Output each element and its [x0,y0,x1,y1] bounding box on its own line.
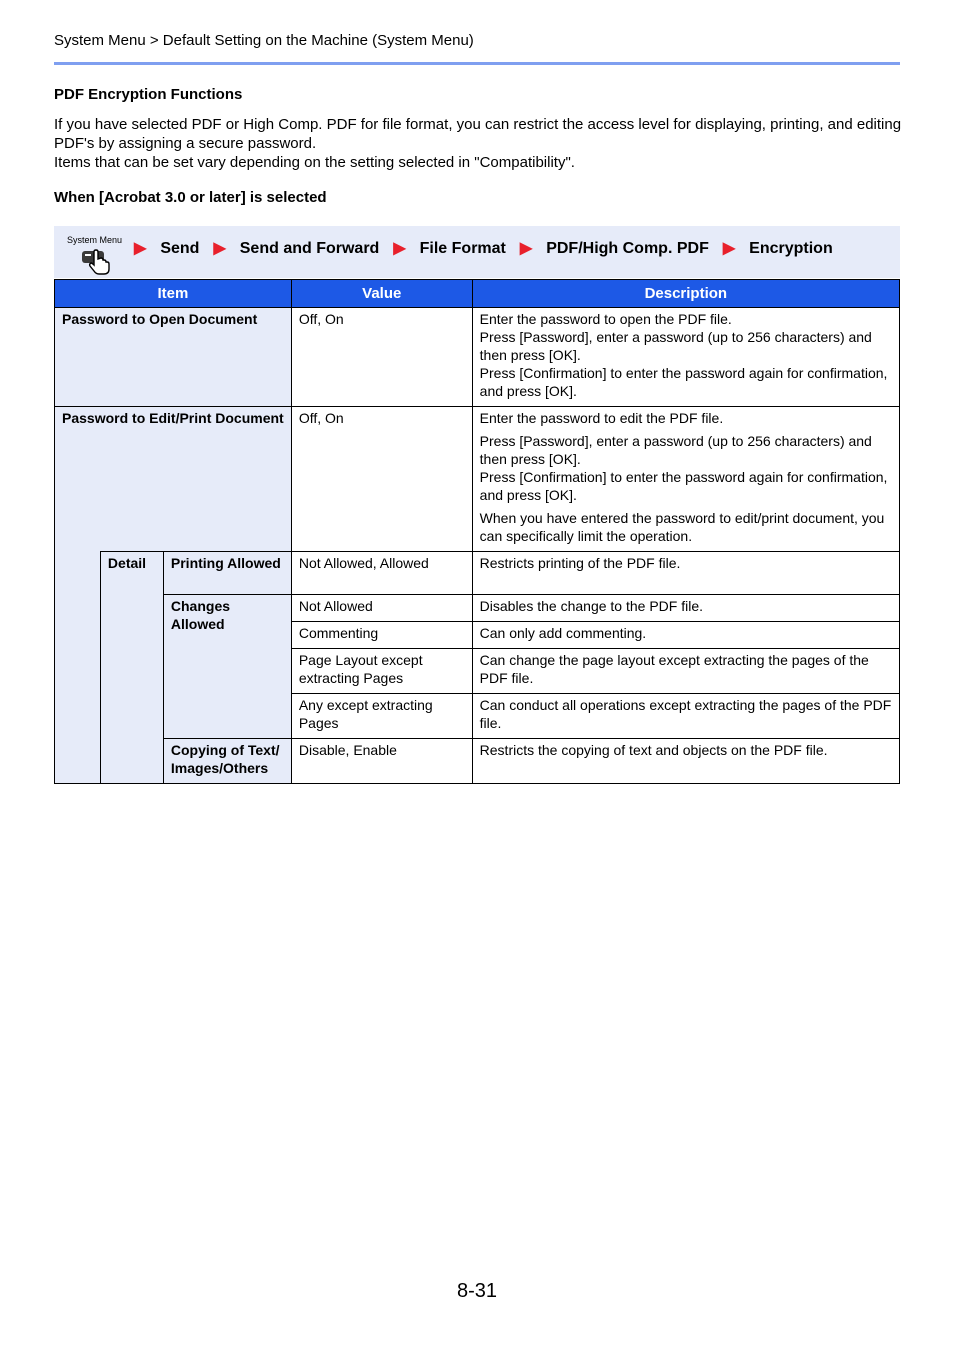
description-line: Press [Password], enter a password (up to 256 characters) and then press [OK]. [479,433,872,467]
sub-item-printing-allowed: Printing Allowed [163,552,291,595]
red-triangle-arrow-icon: ▶ [134,240,147,257]
item-password-edit-print: Password to Edit/Print Document [55,407,292,552]
intro-paragraph-2: Items that can be set vary depending on the setting selected in "Compatibility". [54,154,575,171]
nav-step-encryption [709,240,833,258]
sub-item-changes-allowed: Changes Allowed [163,595,291,739]
table-row [55,552,900,595]
nav-step-label: File Format [419,240,506,257]
intro-paragraph-1: If you have selected PDF or High Comp. PDF for file format, you can restrict the access level for displaying, printing, and editing PDF's by assigning a secure password. [54,116,902,152]
column-header-value: Value [291,280,472,308]
menu-path-bar [54,226,900,278]
description-line: Press [Password], enter a password (up to 256 characters) and then press [OK]. [479,329,872,363]
description-line: When you have entered the password to edit/print document, you can specifically limit the operation. [479,510,885,544]
settings-table [54,279,900,784]
nav-step-send-and-forward [199,240,379,258]
table-row [55,308,900,407]
nav-step-pdf-high-comp [506,240,709,258]
description-cell [472,308,899,407]
table-row [55,407,900,552]
description-line: Enter the password to edit the PDF file. [479,410,724,426]
table-header-row [55,280,900,308]
description-line: Enter the password to open the PDF file. [479,311,732,327]
nav-step-send [134,240,199,258]
value-cell: Any except extracting Pages [291,694,472,739]
description-cell: Can conduct all operations except extracting the pages of the PDF file. [472,694,899,739]
item-password-open: Password to Open Document [55,308,292,407]
compatibility-subheading: When [Acrobat 3.0 or later] is selected [54,189,327,206]
value-cell: Off, On [291,308,472,407]
table-row [55,595,900,622]
value-cell: Disable, Enable [291,739,472,784]
nav-step-label: Send [160,240,200,257]
table-row [55,739,900,784]
value-cell: Off, On [291,407,472,552]
system-menu-key [54,226,134,278]
section-title: PDF Encryption Functions [54,86,243,103]
detail-label: Detail [100,552,163,784]
breadcrumb: System Menu > Default Setting on the Machine (System Menu) [54,32,474,49]
hand-pointer-key-icon [80,248,112,276]
nav-step-label: PDF/High Comp. PDF [546,240,709,257]
red-triangle-arrow-icon: ▶ [213,240,226,257]
description-cell [472,407,899,552]
intro-text [54,115,904,172]
description-cell: Can change the page layout except extracting the pages of the PDF file. [472,649,899,694]
value-cell: Commenting [291,622,472,649]
description-line: Press [Confirmation] to enter the password again for confirmation, and press [OK]. [479,469,888,503]
description-cell: Restricts the copying of text and objects on the PDF file. [472,739,899,784]
page-number: 8-31 [456,1280,498,1302]
nav-step-label: Send and Forward [239,240,380,257]
nav-step-label: Encryption [749,240,833,257]
sub-item-copying: Copying of Text/ Images/Others [163,739,291,784]
indent-cell [55,552,101,784]
description-cell: Restricts printing of the PDF file. [472,552,899,595]
value-cell: Not Allowed, Allowed [291,552,472,595]
nav-step-file-format [379,240,506,258]
red-triangle-arrow-icon: ▶ [722,240,736,257]
header-divider [54,62,900,65]
value-cell: Page Layout except extracting Pages [291,649,472,694]
description-cell: Disables the change to the PDF file. [472,595,899,622]
red-triangle-arrow-icon: ▶ [519,240,533,257]
column-header-item: Item [55,280,292,308]
red-triangle-arrow-icon: ▶ [393,240,406,257]
description-cell: Can only add commenting. [472,622,899,649]
system-menu-label: System Menu [67,235,123,245]
value-cell: Not Allowed [291,595,472,622]
description-line: Press [Confirmation] to enter the password again for confirmation, and press [OK]. [479,365,888,399]
column-header-description: Description [472,280,899,308]
